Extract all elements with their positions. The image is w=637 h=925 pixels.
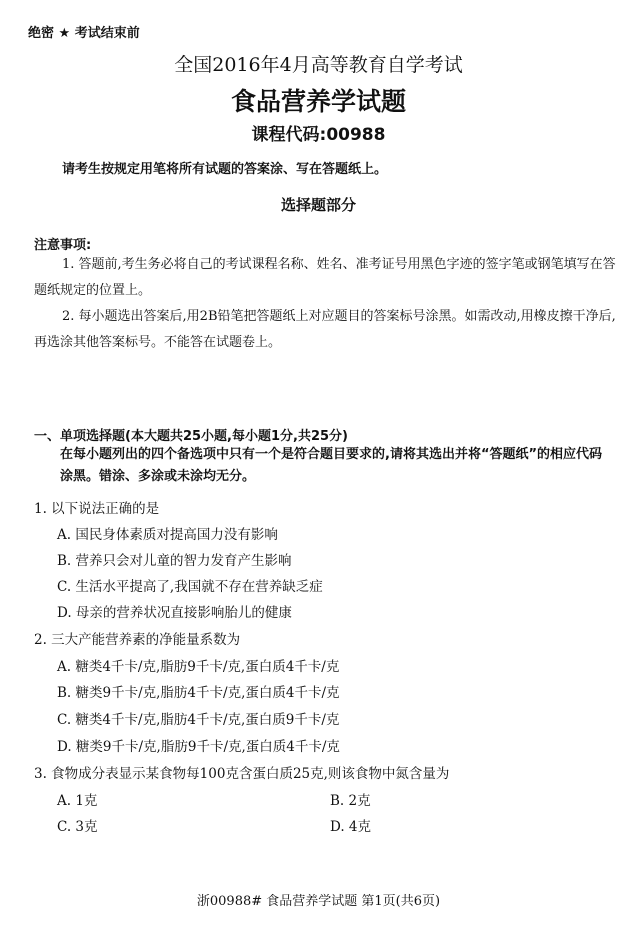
- question-3-option-d: D. 4克: [330, 819, 372, 835]
- note-item-1: 1. 答题前,考生务必将自己的考试课程名称、姓名、准考证号用黑色字迹的签字笔或钢笔填写在答题纸规定的位置上。: [34, 257, 616, 298]
- secret-mark: 绝密 ★ 考试结束前: [28, 26, 140, 41]
- page-footer: 浙00988# 食品营养学试题 第1页(共6页): [196, 894, 441, 909]
- question-2-option-c: C. 糖类4千卡/克,脂肪4千卡/克,蛋白质9千卡/克: [57, 712, 340, 728]
- question-2-stem: 2. 三大产能营养素的净能量系数为: [34, 632, 241, 648]
- question-3-option-a: A. 1克: [57, 793, 98, 809]
- question-3-option-b: B. 2克: [330, 793, 371, 809]
- question-1-option-c: C. 生活水平提高了,我国就不存在营养缺乏症: [57, 579, 323, 595]
- note-item-2: 2. 每小题选出答案后,用2B铅笔把答题纸上对应题目的答案标号涂黑。如需改动,用橡皮擦干净后,再选涂其他答案标号。不能答在试题卷上。: [34, 309, 616, 350]
- course-code: 课程代码:00988: [251, 125, 386, 145]
- answer-instruction: 请考生按规定用笔将所有试题的答案涂、写在答题纸上。: [62, 162, 388, 177]
- question-1-stem: 1. 以下说法正确的是: [34, 501, 160, 517]
- section-heading: 一、单项选择题(本大题共25小题,每小题1分,共25分): [34, 429, 348, 444]
- question-2-option-b: B. 糖类9千卡/克,脂肪4千卡/克,蛋白质4千卡/克: [57, 685, 340, 701]
- question-1-option-b: B. 营养只会对儿童的智力发育产生影响: [57, 553, 292, 569]
- question-1-option-a: A. 国民身体素质对提高国力没有影响: [57, 527, 278, 543]
- section-instruction: 在每小题列出的四个备选项中只有一个是符合题目要求的,请将其选出并将“答题纸”的相应代码涂黑。错涂、多涂或未涂均无分。: [60, 447, 603, 484]
- notes-heading: 注意事项:: [34, 238, 92, 253]
- part-title: 选择题部分: [280, 196, 356, 214]
- subject-title: 食品营养学试题: [230, 87, 406, 116]
- question-3-stem: 3. 食物成分表显示某食物每100克含蛋白质25克,则该食物中氮含量为: [34, 766, 450, 782]
- question-2-option-d: D. 糖类9千卡/克,脂肪9千卡/克,蛋白质4千卡/克: [57, 739, 340, 755]
- question-2-option-a: A. 糖类4千卡/克,脂肪9千卡/克,蛋白质4千卡/克: [57, 659, 340, 675]
- exam-title: 全国2016年4月高等教育自学考试: [174, 54, 463, 76]
- question-3-option-c: C. 3克: [57, 819, 98, 835]
- question-1-option-d: D. 母亲的营养状况直接影响胎儿的健康: [57, 605, 292, 621]
